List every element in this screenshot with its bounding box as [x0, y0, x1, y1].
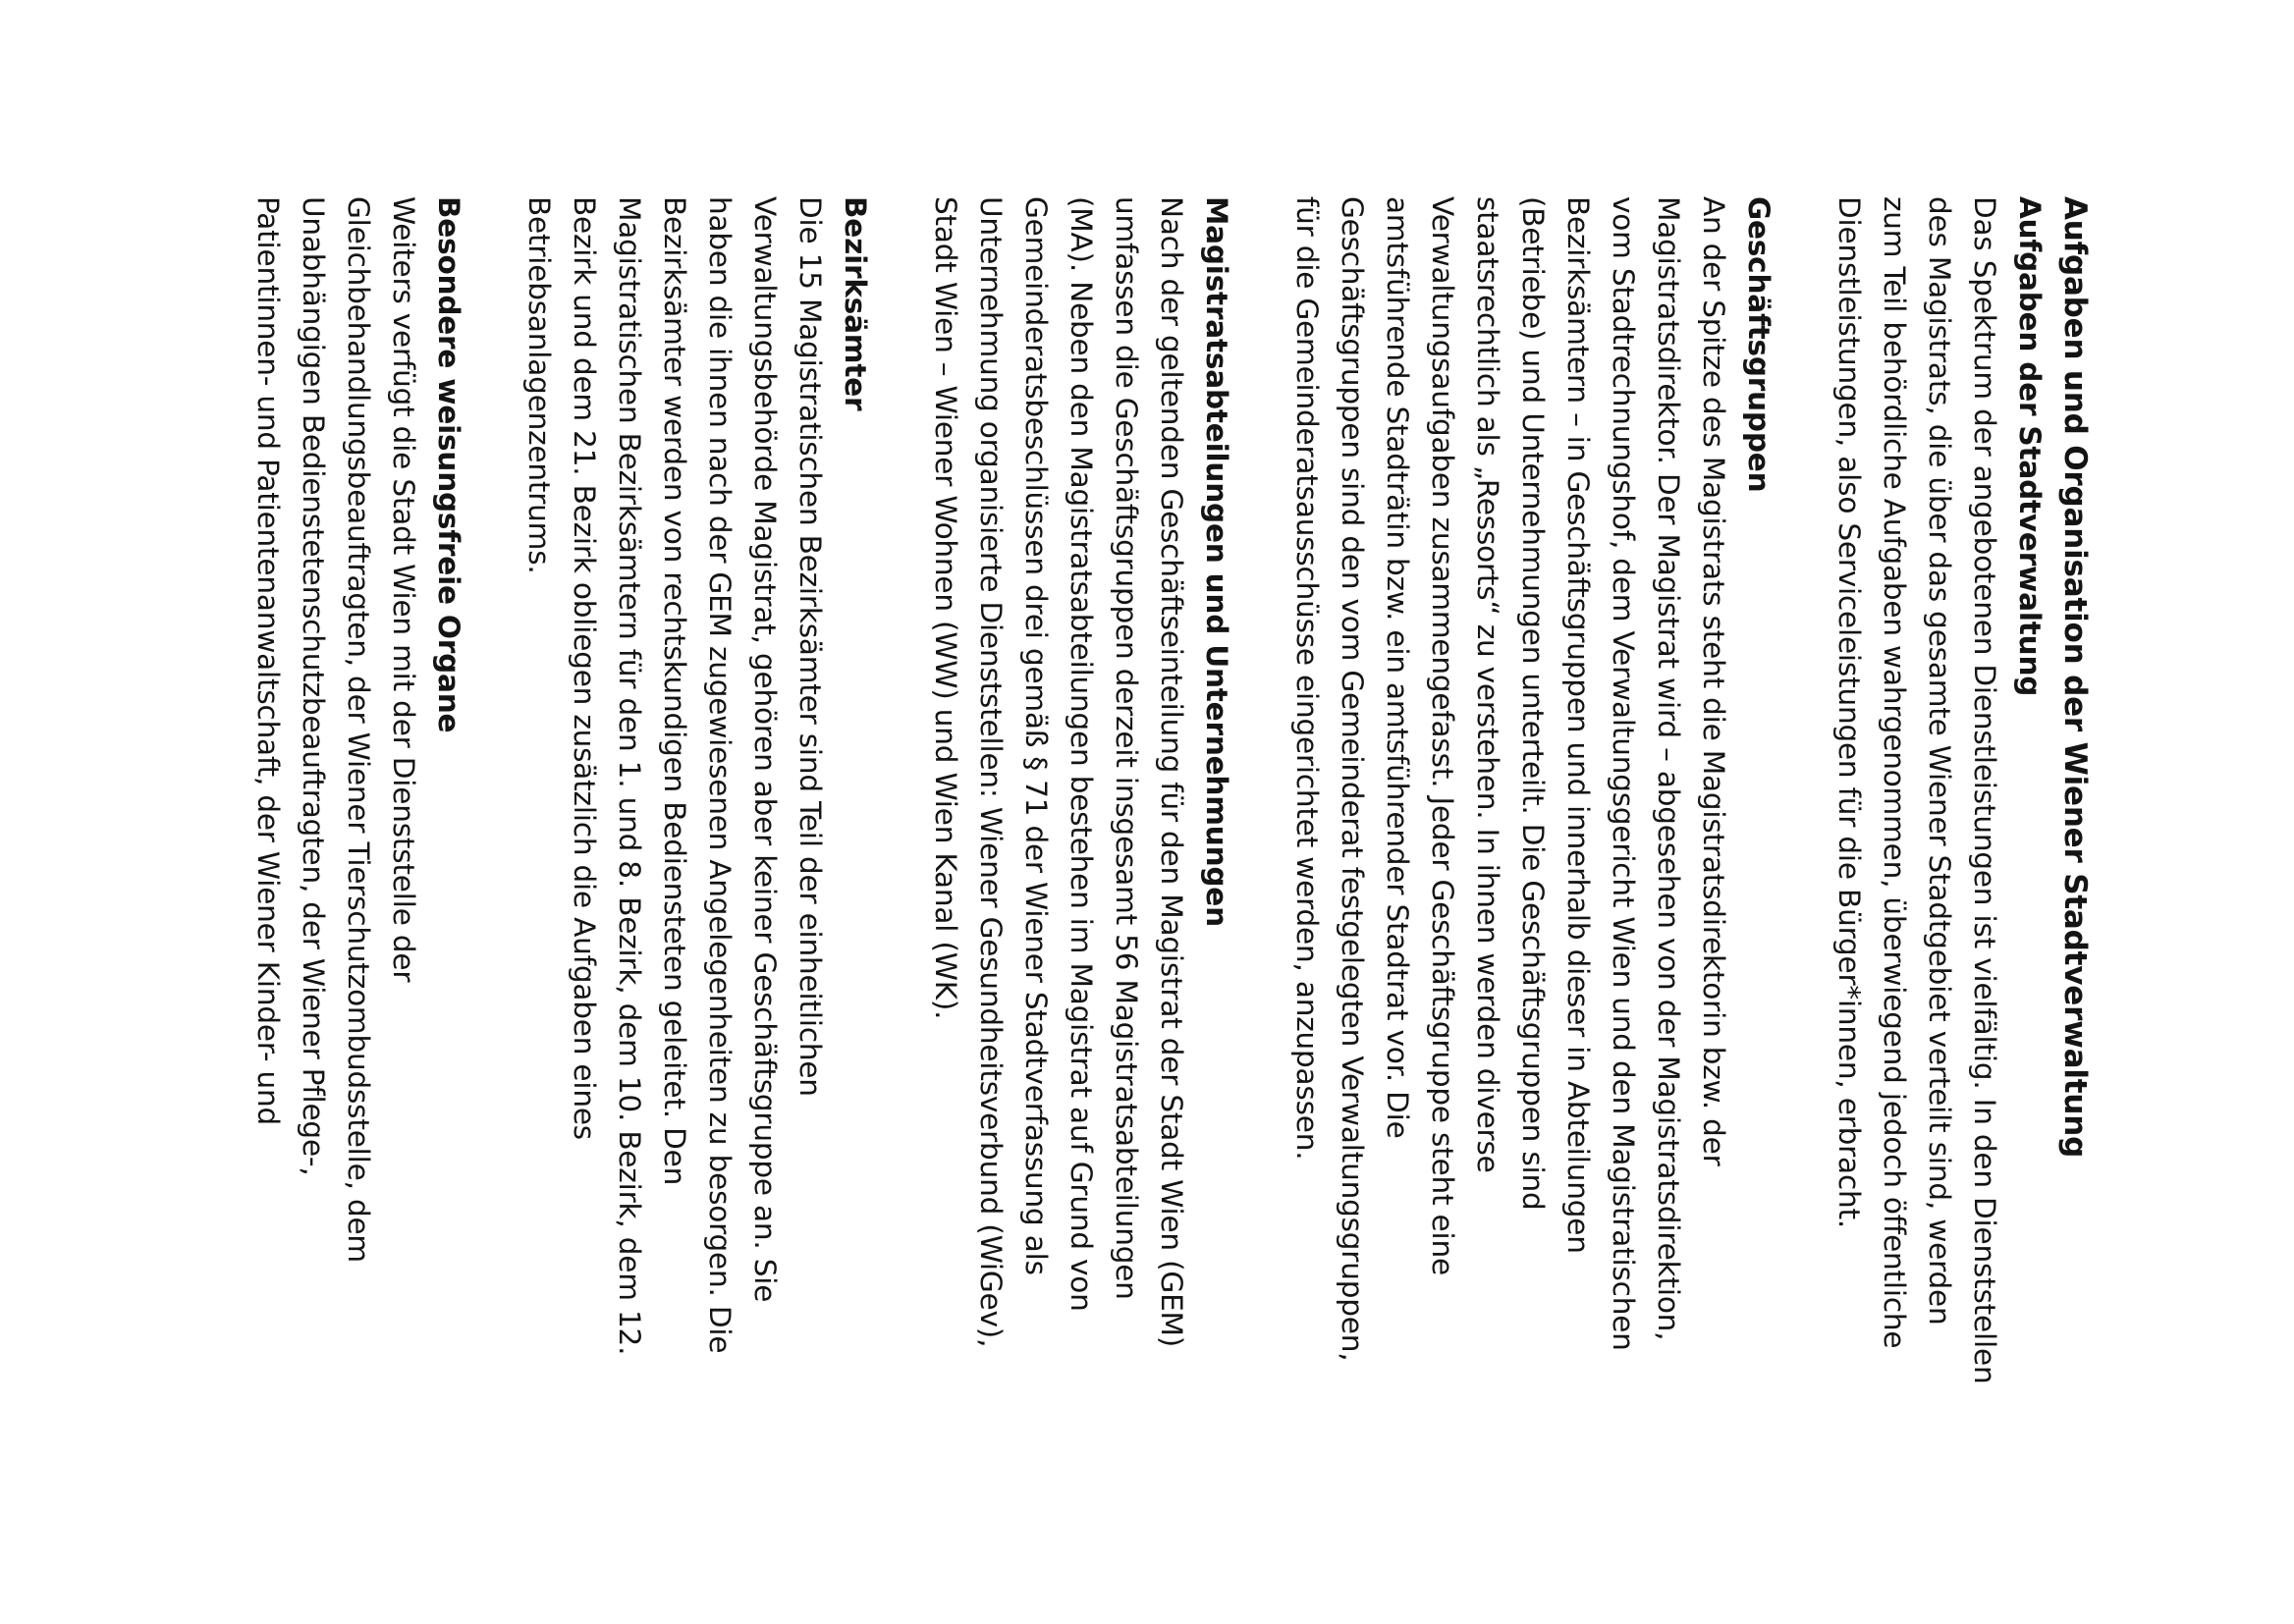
paragraph-line: Bezirksämtern – in Geschäftsgruppen und innerhalb dieser in Abteilungen [1561, 196, 1595, 1254]
section-heading: Bezirksämter [839, 196, 872, 411]
paragraph-line: Stadt Wien – Wiener Wohnen (WW) und Wien Kanal (WK). [929, 196, 962, 1020]
paragraph-line: Bezirksämter werden von rechtskundigen Bediensteten geleitet. Den [658, 196, 691, 1186]
paragraph-line: Bezirk und dem 21. Bezirk obliegen zusätzlich die Aufgaben eines [568, 196, 601, 1140]
paragraph-line: Die 15 Magistratischen Bezirksämter sind Teil der einheitlichen [793, 196, 827, 1097]
paragraph-gap [1239, 196, 1284, 1591]
paragraph-line: zum Teil behördliche Aufgaben wahrgenommen, überwiegend jedoch öffentliche [1878, 196, 1911, 1349]
document-body [246, 196, 2098, 1591]
paragraph-line: für die Gemeinderatsausschüsse eingerichtet werden, anzupassen. [1290, 196, 1324, 1161]
paragraph-gap [471, 196, 517, 1591]
paragraph-line: haben die ihnen nach der GEM zugewiesenen Angelegenheiten zu besorgen. Die [703, 196, 737, 1354]
paragraph-gap [878, 196, 923, 1591]
section-heading: Besondere weisungsfreie Organe [432, 196, 465, 733]
paragraph-line: Magistratischen Bezirksämtern für den 1. und 8. Bezirk, dem 10. Bezirk, dem 12. [613, 196, 646, 1356]
section-heading: Aufgaben der Stadtverwaltung [2013, 196, 2047, 697]
paragraph-gap [1781, 196, 1827, 1591]
paragraph-line: vom Stadtrechnungshof, dem Verwaltungsgericht Wien und den Magistratischen [1607, 196, 1640, 1351]
paragraph-line: umfassen die Geschäftsgruppen derzeit insgesamt 56 Magistratsabteilungen [1110, 196, 1143, 1300]
paragraph-line: Weiters verfügt die Stadt Wien mit der Dienststelle der [387, 196, 420, 983]
paragraph-line: amtsführende Stadträtin bzw. ein amtsführender Stadtrat vor. Die [1381, 196, 1414, 1139]
paragraph-line: Patientinnen- und Patientenanwaltschaft, der Wiener Kinder- und [251, 196, 285, 1126]
paragraph-line: Gemeinderatsbeschlüssen drei gemäß § 71 der Wiener Stadtverfassung als [1019, 196, 1053, 1275]
paragraph-line: An der Spitze des Magistrats steht die Magistratsdirektorin bzw. der [1697, 196, 1730, 1166]
section-heading: Magistratsabteilungen und Unternehmungen [1200, 196, 1233, 927]
paragraph-line: Gleichbehandlungsbeauftragten, der Wiener Tierschutzombudsstelle, dem [342, 196, 375, 1263]
paragraph-line: Geschäftsgruppen sind den vom Gemeinderat festgelegten Verwaltungsgruppen, [1336, 196, 1369, 1362]
paragraph-line: Betriebsanlagenzentrums. [522, 196, 556, 574]
paragraph-line: Nach der geltenden Geschäftseinteilung für den Magistrat der Stadt Wien (GEM) [1155, 196, 1188, 1348]
paragraph-line: Dienstleistungen, also Serviceleistungen für die Bürger*innen, erbracht. [1832, 196, 1866, 1228]
section-heading: Geschäftsgruppen [1742, 196, 1775, 493]
paragraph-line: Verwaltungsbehörde Magistrat, gehören aber keiner Geschäftsgruppe an. Sie [748, 196, 782, 1303]
document-title: Aufgaben und Organisation der Wiener Stadtverwaltung [2057, 196, 2093, 1159]
paragraph-line: des Magistrats, die über das gesamte Wiener Stadtgebiet verteilt sind, werden [1923, 196, 1956, 1326]
paragraph-line: staatsrechtlich als „Ressorts“ zu verstehen. In ihnen werden diverse [1471, 196, 1504, 1173]
paragraph-line: (MA). Neben den Magistratsabteilungen bestehen im Magistrat auf Grund von [1065, 196, 1098, 1312]
paragraph-line: Das Spektrum der angebotenen Dienstleistungen ist vielfältig. In den Dienststellen [1968, 196, 2001, 1384]
paragraph-line: Verwaltungsaufgaben zusammengefasst. Jeder Geschäftsgruppe steht eine [1426, 196, 1459, 1275]
paragraph-line: (Betriebe) und Unternehmungen unterteilt. Die Geschäftsgruppen sind [1516, 196, 1550, 1211]
paragraph-line: Unabhängigen Bedienstetenschutzbeauftragten, der Wiener Pflege-, [297, 196, 330, 1176]
paragraph-line: Magistratsdirektor. Der Magistrat wird – abgesehen von der Magistratsdirektion, [1652, 196, 1685, 1341]
paragraph-line: Unternehmung organisierte Dienststellen: Wiener Gesundheitsverbund (WiGev), [974, 196, 1008, 1348]
